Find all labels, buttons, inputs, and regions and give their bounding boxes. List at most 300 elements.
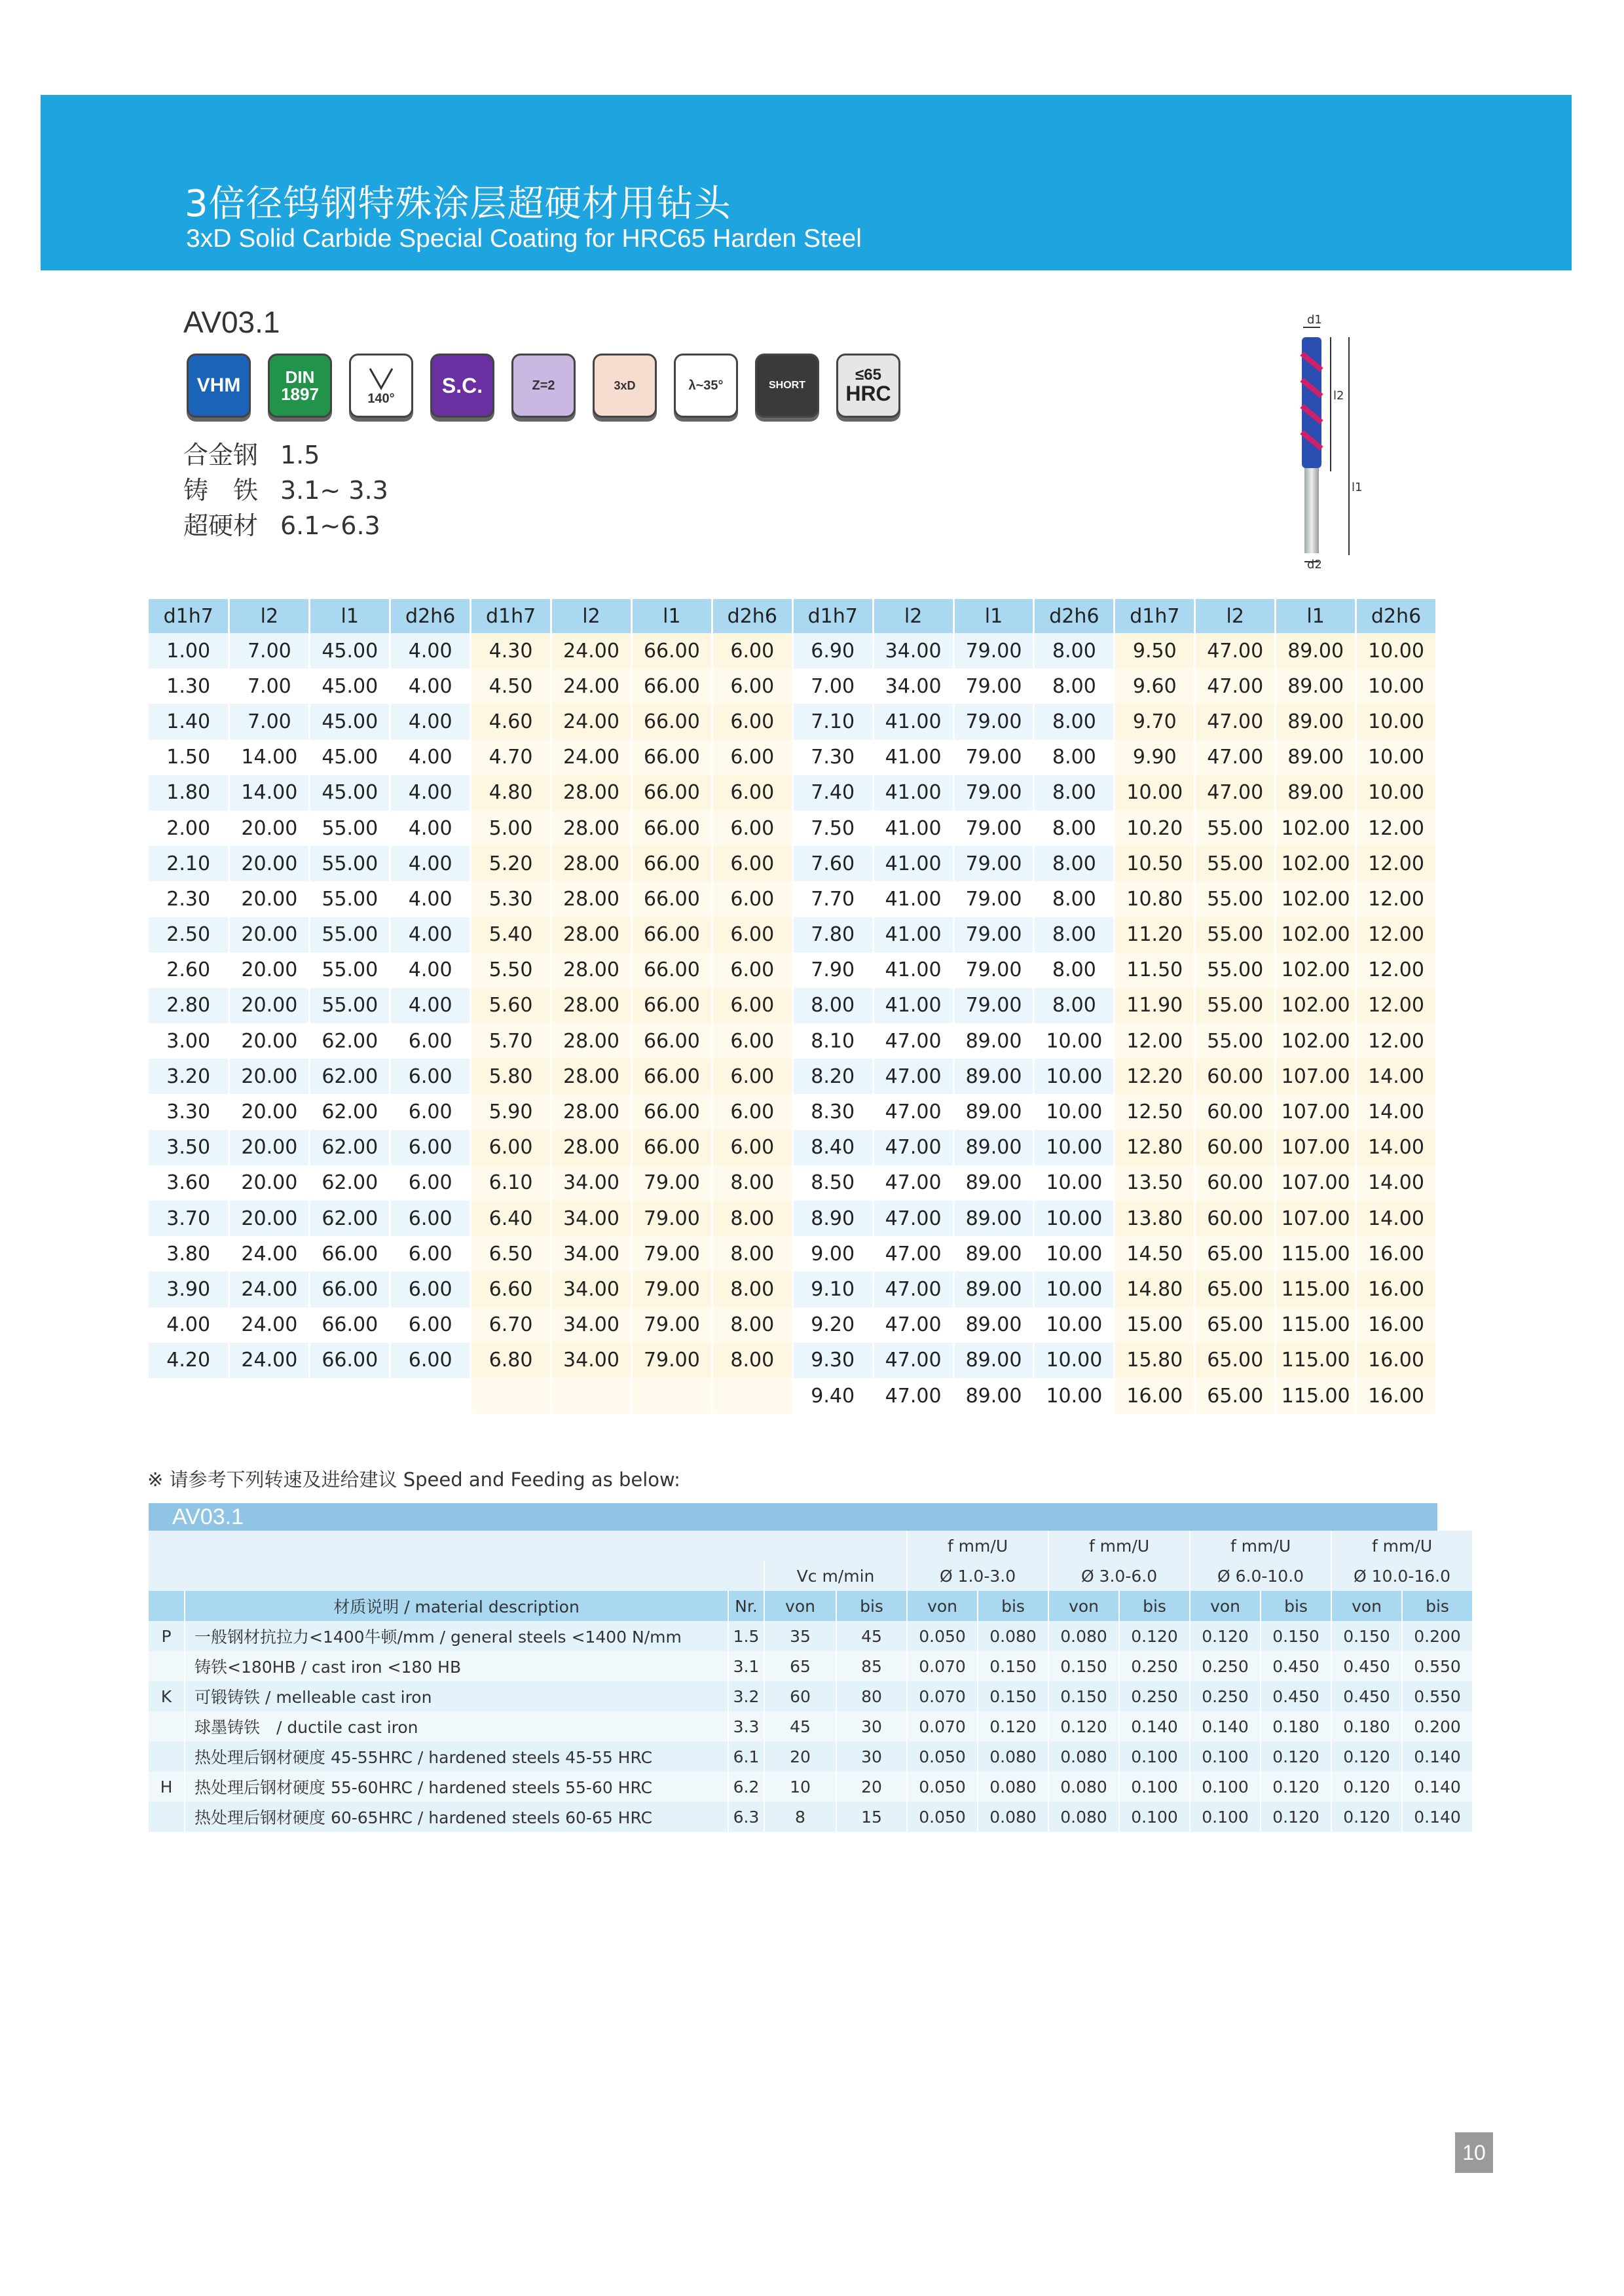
table-cell: 0.120 (1331, 1741, 1402, 1772)
table-cell: 3.30 (149, 1094, 229, 1129)
table-cell: 28.00 (551, 775, 632, 811)
table-cell: 1.50 (149, 740, 229, 775)
table-cell: 6.00 (471, 1130, 551, 1165)
table-cell: 6.60 (471, 1271, 551, 1307)
table-cell (712, 1378, 792, 1413)
table-cell: 28.00 (551, 1094, 632, 1129)
table-cell: 14.00 (229, 740, 310, 775)
table-cell: 12.00 (1115, 1023, 1195, 1059)
table-cell: 89.00 (953, 1343, 1034, 1378)
table-cell: 79.00 (953, 775, 1034, 811)
table-cell: 5.80 (471, 1059, 551, 1094)
material-nr: 3.3 (728, 1711, 764, 1741)
table-cell: 65.00 (1195, 1343, 1276, 1378)
label-l2: l2 (1333, 389, 1344, 403)
column-header: l1 (310, 599, 390, 633)
header-row (149, 1591, 1473, 1621)
table-cell: 6.00 (712, 811, 792, 846)
table-cell: 28.00 (551, 917, 632, 953)
table-cell: 47.00 (873, 1307, 953, 1343)
table-cell: 0.050 (907, 1741, 978, 1772)
table-cell: 10.00 (1034, 1165, 1115, 1201)
table-cell: 6.90 (792, 633, 873, 668)
helix-35-icon: λ~35° (674, 354, 738, 418)
table-cell: 0.100 (1190, 1741, 1261, 1772)
table-cell: 10.00 (1034, 1023, 1115, 1059)
table-cell: 0.180 (1261, 1711, 1331, 1741)
table-cell: 1.00 (149, 633, 229, 668)
table-cell: 7.50 (792, 811, 873, 846)
table-cell: 0.250 (1119, 1651, 1190, 1681)
table-cell: 79.00 (631, 1271, 712, 1307)
table-row (149, 1711, 1473, 1741)
table-cell: 2.30 (149, 881, 229, 917)
table-cell: 45.00 (310, 704, 390, 739)
table-cell: 0.140 (1119, 1711, 1190, 1741)
nr-header: Nr. (728, 1591, 764, 1621)
table-cell: 47.00 (873, 1343, 953, 1378)
table-cell: 5.90 (471, 1094, 551, 1129)
table-cell: 28.00 (551, 881, 632, 917)
table-cell: 10.00 (1356, 740, 1437, 775)
table-cell: 79.00 (953, 704, 1034, 739)
table-cell: 89.00 (953, 1307, 1034, 1343)
table-cell: 0.080 (1048, 1621, 1119, 1651)
table-row (149, 1023, 1437, 1059)
table-cell: 24.00 (551, 633, 632, 668)
table-cell: 89.00 (953, 1059, 1034, 1094)
von-header: von (1190, 1591, 1261, 1621)
table-cell: 0.120 (1048, 1711, 1119, 1741)
table-cell: 3.60 (149, 1165, 229, 1201)
table-cell: 30 (836, 1711, 907, 1741)
table-cell: 4.60 (471, 704, 551, 739)
table-cell: 6.00 (390, 1307, 471, 1343)
table-cell: 102.00 (1276, 881, 1356, 917)
table-cell: 62.00 (310, 1059, 390, 1094)
table-cell: 0.250 (1190, 1651, 1261, 1681)
table-cell: 9.30 (792, 1343, 873, 1378)
material-group (149, 1651, 185, 1681)
table-cell: 60.00 (1195, 1094, 1276, 1129)
table-cell: 6.00 (390, 1201, 471, 1236)
table-cell: 115.00 (1276, 1343, 1356, 1378)
table-cell: 28.00 (551, 1023, 632, 1059)
table-cell: 45.00 (310, 775, 390, 811)
table-cell (471, 1378, 551, 1413)
table-cell: 0.150 (1261, 1621, 1331, 1651)
table-cell: 14.00 (229, 775, 310, 811)
table-cell (149, 1378, 229, 1413)
table-cell: 4.00 (390, 740, 471, 775)
table-cell: 6.00 (712, 846, 792, 881)
table-cell: 11.20 (1115, 917, 1195, 953)
table-cell: 6.00 (712, 633, 792, 668)
bis-header: bis (1402, 1591, 1473, 1621)
table-cell: 79.00 (953, 740, 1034, 775)
table-cell: 7.00 (229, 704, 310, 739)
title-en: 3xD Solid Carbide Special Coating for HRC65 Harden Steel (186, 225, 862, 253)
table-cell: 15 (836, 1802, 907, 1832)
table-cell: 0.050 (907, 1621, 978, 1651)
bis-header: bis (836, 1591, 907, 1621)
table-cell: 6.00 (390, 1271, 471, 1307)
table-cell: 6.00 (390, 1236, 471, 1271)
table-row (149, 1772, 1473, 1802)
table-row (149, 1621, 1473, 1651)
table-row (149, 1741, 1473, 1772)
table-cell (229, 1378, 310, 1413)
table-row (149, 1236, 1437, 1271)
table-cell: 6.00 (390, 1023, 471, 1059)
diameter-range: Ø 6.0-10.0 (1190, 1561, 1331, 1591)
table-cell: 47.00 (1195, 740, 1276, 775)
table-cell: 8.10 (792, 1023, 873, 1059)
table-cell: 6.00 (712, 668, 792, 704)
table-cell: 0.140 (1402, 1772, 1473, 1802)
diameter-range: Ø 3.0-6.0 (1048, 1561, 1190, 1591)
table-cell: 79.00 (953, 668, 1034, 704)
table-cell: 2.00 (149, 811, 229, 846)
table-cell: 12.00 (1356, 917, 1437, 953)
table-cell: 0.450 (1261, 1651, 1331, 1681)
column-header: d2h6 (390, 599, 471, 633)
table-cell: 10.50 (1115, 846, 1195, 881)
table-cell: 55.00 (310, 953, 390, 988)
table-cell: 7.30 (792, 740, 873, 775)
table-cell: 5.60 (471, 988, 551, 1023)
table-cell: 62.00 (310, 1094, 390, 1129)
table-cell: 4.50 (471, 668, 551, 704)
table-cell: 34.00 (551, 1165, 632, 1201)
table-cell: 9.70 (1115, 704, 1195, 739)
table-cell: 9.40 (792, 1378, 873, 1413)
table-cell: 79.00 (631, 1343, 712, 1378)
material-desc: 热处理后钢材硬度 45-55HRC / hardened steels 45-55 HRC (185, 1741, 728, 1772)
table-cell: 7.10 (792, 704, 873, 739)
column-header: l1 (1276, 599, 1356, 633)
table-cell: 15.80 (1115, 1343, 1195, 1378)
table-cell: 65.00 (1195, 1307, 1276, 1343)
table-cell: 10.00 (1034, 1201, 1115, 1236)
table-cell: 6.00 (712, 740, 792, 775)
note-row: 超硬材 6.1~6.3 (183, 511, 380, 540)
material-nr: 3.2 (728, 1681, 764, 1711)
material-desc: 热处理后钢材硬度 60-65HRC / hardened steels 60-65 HRC (185, 1802, 728, 1832)
table-row (149, 1802, 1473, 1832)
table-cell: 8.00 (1034, 704, 1115, 739)
table-cell: 6.00 (390, 1130, 471, 1165)
table-cell: 0.150 (1048, 1681, 1119, 1711)
table-cell: 34.00 (873, 668, 953, 704)
table-cell: 66.00 (631, 811, 712, 846)
table-cell: 5.40 (471, 917, 551, 953)
table-cell: 14.00 (1356, 1094, 1437, 1129)
table-cell: 7.90 (792, 953, 873, 988)
table-cell: 24.00 (229, 1307, 310, 1343)
table-cell: 12.00 (1356, 988, 1437, 1023)
table-cell: 0.080 (978, 1621, 1048, 1651)
material-group: K (149, 1681, 185, 1711)
table-cell: 34.00 (551, 1271, 632, 1307)
table-cell: 4.00 (390, 633, 471, 668)
speed-feed-table (149, 1531, 1473, 1832)
table-cell: 10.20 (1115, 811, 1195, 846)
table-row (149, 1165, 1437, 1201)
table-cell: 102.00 (1276, 1023, 1356, 1059)
short-icon: SHORT (755, 354, 819, 418)
table-cell: 12.20 (1115, 1059, 1195, 1094)
table-cell: 66.00 (310, 1343, 390, 1378)
table-cell: 41.00 (873, 988, 953, 1023)
table-cell: 0.080 (978, 1741, 1048, 1772)
table-cell: 45.00 (310, 740, 390, 775)
table-cell: 16.00 (1356, 1378, 1437, 1413)
table-cell: 10.00 (1034, 1271, 1115, 1307)
table-cell: 107.00 (1276, 1130, 1356, 1165)
f-label: f mm/U (1048, 1531, 1190, 1561)
material-group (149, 1802, 185, 1832)
table-cell: 65.00 (1195, 1378, 1276, 1413)
table-cell: 55.00 (310, 846, 390, 881)
table-cell: 55.00 (310, 917, 390, 953)
table-cell: 5.00 (471, 811, 551, 846)
table-cell: 65.00 (1195, 1236, 1276, 1271)
material-nr: 6.1 (728, 1741, 764, 1772)
table-cell: 107.00 (1276, 1165, 1356, 1201)
table-cell: 47.00 (1195, 668, 1276, 704)
table-cell: 47.00 (1195, 633, 1276, 668)
table-cell: 9.00 (792, 1236, 873, 1271)
table-cell: 89.00 (953, 1201, 1034, 1236)
table-cell: 5.50 (471, 953, 551, 988)
f-label: f mm/U (1331, 1531, 1473, 1561)
table-cell: 10.00 (1356, 775, 1437, 811)
table-cell: 6.00 (712, 775, 792, 811)
table-cell: 62.00 (310, 1201, 390, 1236)
table-cell: 24.00 (229, 1236, 310, 1271)
table-row (149, 1059, 1437, 1094)
table-cell: 4.00 (390, 846, 471, 881)
table-cell: 79.00 (631, 1165, 712, 1201)
table-cell: 66.00 (631, 633, 712, 668)
table-cell: 89.00 (1276, 704, 1356, 739)
table-cell: 47.00 (873, 1059, 953, 1094)
table-cell: 8.00 (1034, 811, 1115, 846)
table-cell: 66.00 (310, 1307, 390, 1343)
table-cell: 6.00 (712, 1023, 792, 1059)
model-code: AV03.1 (183, 305, 280, 339)
table-cell: 6.00 (390, 1094, 471, 1129)
table-cell: 20.00 (229, 811, 310, 846)
table-cell: 20.00 (229, 1201, 310, 1236)
table-cell: 9.50 (1115, 633, 1195, 668)
table-cell: 8.00 (1034, 740, 1115, 775)
table-cell: 10.00 (1034, 1059, 1115, 1094)
table-cell: 0.150 (978, 1651, 1048, 1681)
table-cell: 6.00 (390, 1165, 471, 1201)
column-header: d2h6 (1034, 599, 1115, 633)
table-row (149, 1271, 1437, 1307)
table-cell (149, 1591, 185, 1621)
table-cell: 89.00 (953, 1378, 1034, 1413)
column-header: d2h6 (712, 599, 792, 633)
special-coating-icon: S.C. (430, 354, 494, 418)
table-cell: 8.00 (712, 1343, 792, 1378)
table-cell: 9.20 (792, 1307, 873, 1343)
table-cell: 107.00 (1276, 1094, 1356, 1129)
table-cell: 47.00 (1195, 775, 1276, 811)
label-l1: l1 (1352, 481, 1363, 494)
table-cell: 20.00 (229, 917, 310, 953)
table-cell: 55.00 (310, 988, 390, 1023)
diameter-range: Ø 10.0-16.0 (1331, 1561, 1473, 1591)
table-cell: 6.00 (712, 953, 792, 988)
table-cell: 66.00 (631, 917, 712, 953)
table-cell: 8.00 (1034, 917, 1115, 953)
table-cell: 8.00 (712, 1236, 792, 1271)
table-cell: 102.00 (1276, 953, 1356, 988)
table-cell: 60.00 (1195, 1165, 1276, 1201)
table-cell: 79.00 (631, 1307, 712, 1343)
table-cell: 66.00 (631, 740, 712, 775)
table-cell: 20.00 (229, 1094, 310, 1129)
table-cell: 0.080 (978, 1772, 1048, 1802)
table-cell: 66.00 (631, 1094, 712, 1129)
table-cell: 28.00 (551, 1130, 632, 1165)
table-row (149, 988, 1437, 1023)
table-cell: 55.00 (1195, 953, 1276, 988)
note-row: 铸 铁 3.1~ 3.3 (183, 476, 388, 505)
table-cell: 0.150 (1048, 1651, 1119, 1681)
table-cell: 66.00 (631, 1059, 712, 1094)
table-cell: 0.120 (1190, 1621, 1261, 1651)
table-cell: 10.00 (1034, 1343, 1115, 1378)
table-cell: 47.00 (1195, 704, 1276, 739)
table-cell: 8.00 (712, 1165, 792, 1201)
table-cell: 6.00 (712, 988, 792, 1023)
material-header: 材质说明 / material description (185, 1591, 728, 1621)
column-header: d1h7 (149, 599, 229, 633)
table-cell: 16.00 (1356, 1271, 1437, 1307)
header-banner (41, 95, 1572, 270)
table-row (149, 881, 1437, 917)
table-cell: 89.00 (953, 1094, 1034, 1129)
table-cell: 8.50 (792, 1165, 873, 1201)
table-cell: 10.00 (1034, 1378, 1115, 1413)
note-row: 合金钢 1.5 (183, 441, 320, 469)
table-cell: 14.00 (1356, 1201, 1437, 1236)
column-header: d2h6 (1356, 599, 1437, 633)
table-cell: 115.00 (1276, 1236, 1356, 1271)
column-header: l2 (873, 599, 953, 633)
table-cell: 8.00 (1034, 668, 1115, 704)
table-cell: 0.450 (1331, 1681, 1402, 1711)
column-header: l1 (631, 599, 712, 633)
table-cell: 3.70 (149, 1201, 229, 1236)
table-row (149, 917, 1437, 953)
table-row (149, 740, 1437, 775)
table-cell: 41.00 (873, 881, 953, 917)
header-row (149, 1531, 1473, 1561)
table-cell (310, 1378, 390, 1413)
table-cell: 4.00 (390, 668, 471, 704)
table-cell: 20.00 (229, 953, 310, 988)
table-cell: 47.00 (873, 1165, 953, 1201)
table-cell: 14.00 (1356, 1059, 1437, 1094)
table-cell: 9.60 (1115, 668, 1195, 704)
table-cell: 89.00 (953, 1130, 1034, 1165)
table-cell: 62.00 (310, 1165, 390, 1201)
table-cell: 8.30 (792, 1094, 873, 1129)
table-cell: 2.60 (149, 953, 229, 988)
table-cell: 8.00 (712, 1307, 792, 1343)
table-row (149, 953, 1437, 988)
bis-header: bis (978, 1591, 1048, 1621)
bis-header: bis (1261, 1591, 1331, 1621)
table-cell: 8.00 (1034, 775, 1115, 811)
table-row (149, 1307, 1437, 1343)
table-cell: 8.00 (1034, 953, 1115, 988)
table-cell: 13.80 (1115, 1201, 1195, 1236)
table-cell: 0.120 (1261, 1772, 1331, 1802)
table-cell: 12.80 (1115, 1130, 1195, 1165)
table-cell: 2.80 (149, 988, 229, 1023)
table-cell: 4.00 (390, 811, 471, 846)
table-cell: 20.00 (229, 1059, 310, 1094)
table-cell: 3.50 (149, 1130, 229, 1165)
table-cell: 7.00 (792, 668, 873, 704)
column-header: l2 (229, 599, 310, 633)
table-cell: 47.00 (873, 1271, 953, 1307)
table-cell: 1.30 (149, 668, 229, 704)
table-cell: 12.00 (1356, 846, 1437, 881)
table-cell: 45.00 (310, 668, 390, 704)
table-cell: 66.00 (631, 846, 712, 881)
table-cell: 0.120 (1119, 1621, 1190, 1651)
table-cell: 6.00 (390, 1059, 471, 1094)
din-1897-icon: DIN 1897 (268, 354, 332, 418)
table-cell: 16.00 (1115, 1378, 1195, 1413)
table-cell: 66.00 (631, 775, 712, 811)
table-cell: 10.00 (1356, 633, 1437, 668)
table-cell: 107.00 (1276, 1059, 1356, 1094)
table-cell: 7.00 (229, 633, 310, 668)
table-cell: 28.00 (551, 811, 632, 846)
table-cell: 41.00 (873, 740, 953, 775)
table-cell: 66.00 (631, 1023, 712, 1059)
table-cell: 66.00 (631, 988, 712, 1023)
table-row (149, 1651, 1473, 1681)
table-cell: 2.50 (149, 917, 229, 953)
table-cell: 20.00 (229, 1130, 310, 1165)
vc-label: Vc m/min (764, 1561, 907, 1591)
table-cell: 10 (764, 1772, 836, 1802)
3xd-length-icon: 3xD (593, 354, 657, 418)
table-cell: 16.00 (1356, 1307, 1437, 1343)
table-cell: 60.00 (1195, 1059, 1276, 1094)
table-cell: 0.550 (1402, 1651, 1473, 1681)
table-cell: 0.050 (907, 1772, 978, 1802)
column-header: d1h7 (471, 599, 551, 633)
table-cell: 35 (764, 1621, 836, 1651)
table-cell: 4.30 (471, 633, 551, 668)
table-cell: 6.00 (390, 1343, 471, 1378)
dimensions-table (149, 599, 1437, 1413)
table-cell: 0.550 (1402, 1681, 1473, 1711)
table-cell: 89.00 (953, 1271, 1034, 1307)
table-cell: 34.00 (551, 1201, 632, 1236)
